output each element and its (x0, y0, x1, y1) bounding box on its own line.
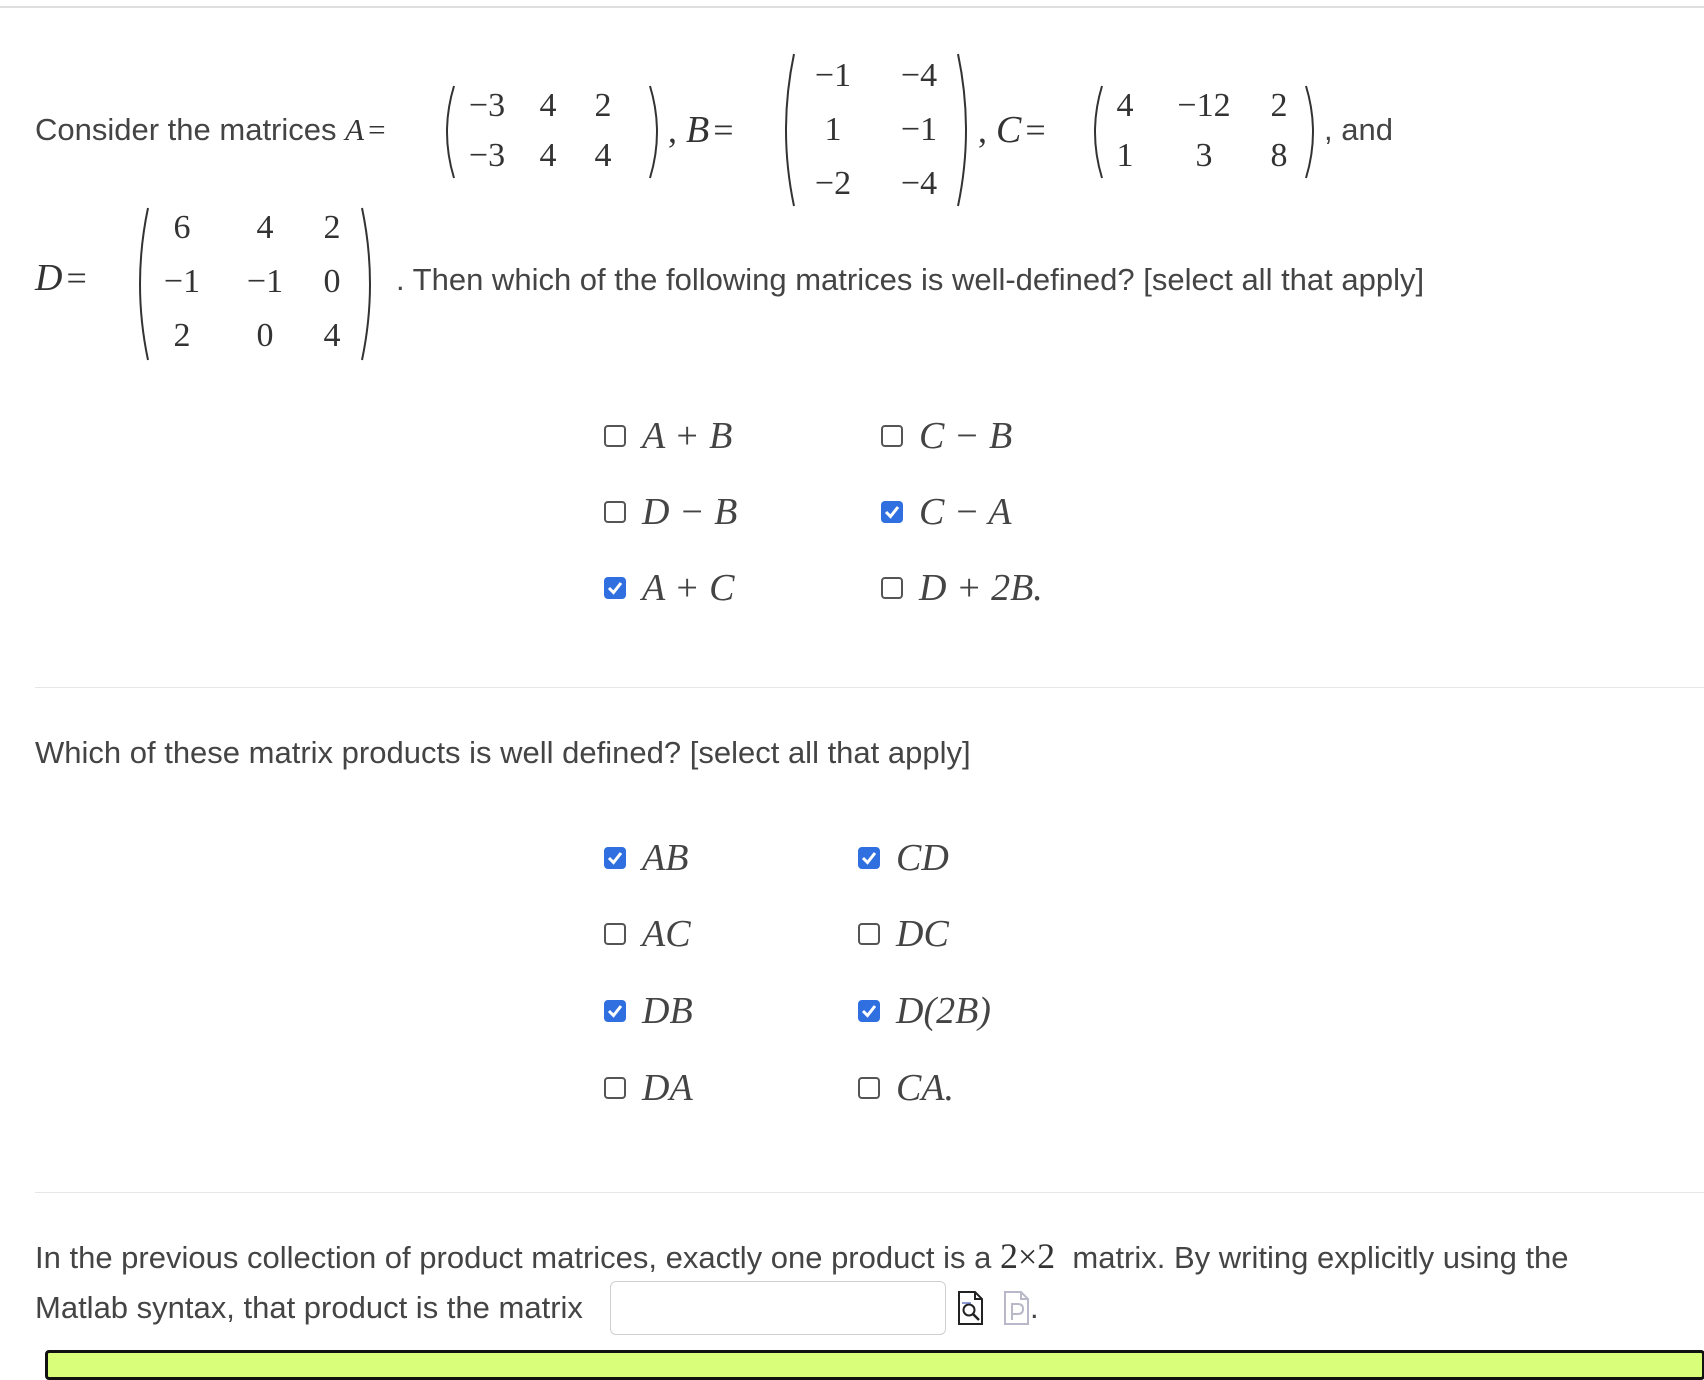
matrix-d (130, 206, 380, 362)
q2-option[interactable] (858, 989, 991, 1033)
matrix-a (438, 84, 666, 180)
checkmark-icon (606, 579, 624, 597)
matrix-d-cell: 6 (173, 209, 191, 246)
matrix-d-cell: 0 (323, 263, 341, 300)
matrix-c-cell: 8 (1270, 137, 1288, 174)
left-paren-icon (438, 84, 456, 180)
q2-option-label: AC (642, 913, 691, 955)
right-paren-icon (956, 52, 976, 208)
q2-option[interactable] (858, 836, 949, 880)
matrix-b-cell: −4 (900, 165, 938, 202)
q1-option-label: C − A (919, 491, 1012, 533)
q1-and: , and (1324, 112, 1393, 147)
q2-option-label: AB (642, 837, 689, 879)
matrix-c-cell: 3 (1195, 137, 1213, 174)
checkbox[interactable] (604, 425, 626, 447)
q3-line2: Matlab syntax, that product is the matrix (35, 1290, 583, 1325)
q1-intro: Consider the matrices A = (35, 112, 386, 147)
q2-option-label: CA. (896, 1067, 955, 1109)
matrix-d-cell: −1 (246, 263, 284, 300)
q2-option-label: D(2B) (896, 990, 991, 1032)
matrix-c-cell: −12 (1177, 87, 1231, 124)
checkbox[interactable] (858, 847, 880, 869)
q1-option[interactable] (881, 414, 1012, 458)
matrix-answer-input[interactable] (610, 1281, 946, 1335)
preview-document-icon[interactable] (956, 1290, 984, 1326)
left-paren-icon (130, 206, 150, 362)
q1-option[interactable] (604, 490, 737, 534)
right-paren-icon (648, 84, 666, 180)
q1-option[interactable] (604, 566, 735, 610)
matrix-d-cell: 2 (323, 209, 341, 246)
q3-text-before: In the previous collection of product matrices, exactly one product is a (35, 1240, 992, 1275)
q2-option-label: DC (896, 913, 949, 955)
q3-text-after: matrix. By writing explicitly using the (1072, 1240, 1569, 1275)
q2-question: Which of these matrix products is well defined? [select all that apply] (35, 735, 971, 770)
checkbox[interactable] (604, 923, 626, 945)
checkmark-icon (606, 849, 624, 867)
matrix-c-name: C (996, 109, 1022, 151)
matrix-c-cell: 1 (1116, 137, 1134, 174)
q1-option-label: D − B (642, 491, 738, 533)
matrix-a-cell: 4 (539, 87, 557, 124)
q3-times: × (1017, 1239, 1038, 1276)
checkbox[interactable] (881, 425, 903, 447)
q1-option[interactable] (881, 566, 1043, 610)
q3-period: . (1030, 1290, 1039, 1325)
q2-option[interactable] (604, 836, 688, 880)
checkbox[interactable] (858, 1077, 880, 1099)
q3-size-b: 2 (1037, 1236, 1056, 1276)
matrix-a-cell: −3 (468, 137, 506, 174)
q2-option-label: DB (642, 990, 693, 1032)
q3-size-a: 2 (999, 1236, 1018, 1276)
q2-option-label: DA (642, 1067, 693, 1109)
matrix-b-cell: −4 (900, 57, 938, 94)
matrix-d-cell: 4 (323, 317, 341, 354)
matrix-d-cell: 0 (256, 317, 274, 354)
matrix-d-cell: −1 (163, 263, 201, 300)
matrix-b-cell: 1 (824, 111, 842, 148)
matrix-d-cell: 2 (173, 317, 191, 354)
matrix-b-cell: −2 (814, 165, 852, 202)
checkmark-icon (606, 1002, 624, 1020)
q1-question: . Then which of the following matrices is well-defined? [select all that apply] (396, 262, 1425, 297)
right-paren-icon (1304, 84, 1322, 180)
checkbox[interactable] (858, 1000, 880, 1022)
matrix-c (1086, 84, 1322, 180)
top-divider (0, 6, 1704, 8)
checkbox[interactable] (604, 577, 626, 599)
section-divider (35, 687, 1704, 688)
q1-option-label: D + 2B. (919, 567, 1043, 609)
matrix-b-label: , B = (668, 109, 734, 151)
matrix-c-cell: 2 (1270, 87, 1288, 124)
checkmark-icon (860, 1002, 878, 1020)
right-paren-icon (360, 206, 380, 362)
feedback-box (45, 1350, 1704, 1380)
q2-option[interactable] (858, 1066, 954, 1110)
matrix-b-name: B (686, 109, 710, 151)
checkbox[interactable] (881, 577, 903, 599)
matrix-a-cell: 4 (539, 137, 557, 174)
matrix-a-cell: 4 (594, 137, 612, 174)
matrix-d-label: D = (35, 257, 87, 299)
q2-option-label: CD (896, 837, 949, 879)
checkbox[interactable] (604, 501, 626, 523)
checkmark-icon (883, 503, 901, 521)
q2-option[interactable] (858, 912, 949, 956)
matrix-c-cell: 4 (1116, 87, 1134, 124)
checkbox[interactable] (604, 847, 626, 869)
parse-document-icon[interactable] (1002, 1290, 1030, 1326)
matrix-c-label: , C = (978, 109, 1046, 151)
q3-line1 (35, 1238, 1569, 1276)
q2-option[interactable] (604, 1066, 693, 1110)
checkbox[interactable] (881, 501, 903, 523)
matrix-a-name: A (345, 112, 365, 147)
section-divider (35, 1192, 1704, 1193)
q1-option-label: A + B (642, 415, 733, 457)
checkbox[interactable] (604, 1000, 626, 1022)
matrix-d-cell: 4 (256, 209, 274, 246)
checkbox[interactable] (858, 923, 880, 945)
q1-option-label: C − B (919, 415, 1013, 457)
checkbox[interactable] (604, 1077, 626, 1099)
checkmark-icon (860, 849, 878, 867)
q1-option[interactable] (604, 414, 732, 458)
q1-intro-text: Consider the matrices (35, 112, 337, 147)
left-paren-icon (776, 52, 796, 208)
matrix-a-cell: −3 (468, 87, 506, 124)
and-text: and (1341, 112, 1393, 147)
q2-option[interactable] (604, 912, 691, 956)
matrix-b-cell: −1 (900, 111, 938, 148)
q1-option-label: A + C (642, 567, 735, 609)
q2-option[interactable] (604, 989, 693, 1033)
matrix-d-name: D (35, 257, 63, 299)
matrix-b (776, 52, 976, 208)
q1-option[interactable] (881, 490, 1012, 534)
matrix-a-cell: 2 (594, 87, 612, 124)
matrix-b-cell: −1 (814, 57, 852, 94)
